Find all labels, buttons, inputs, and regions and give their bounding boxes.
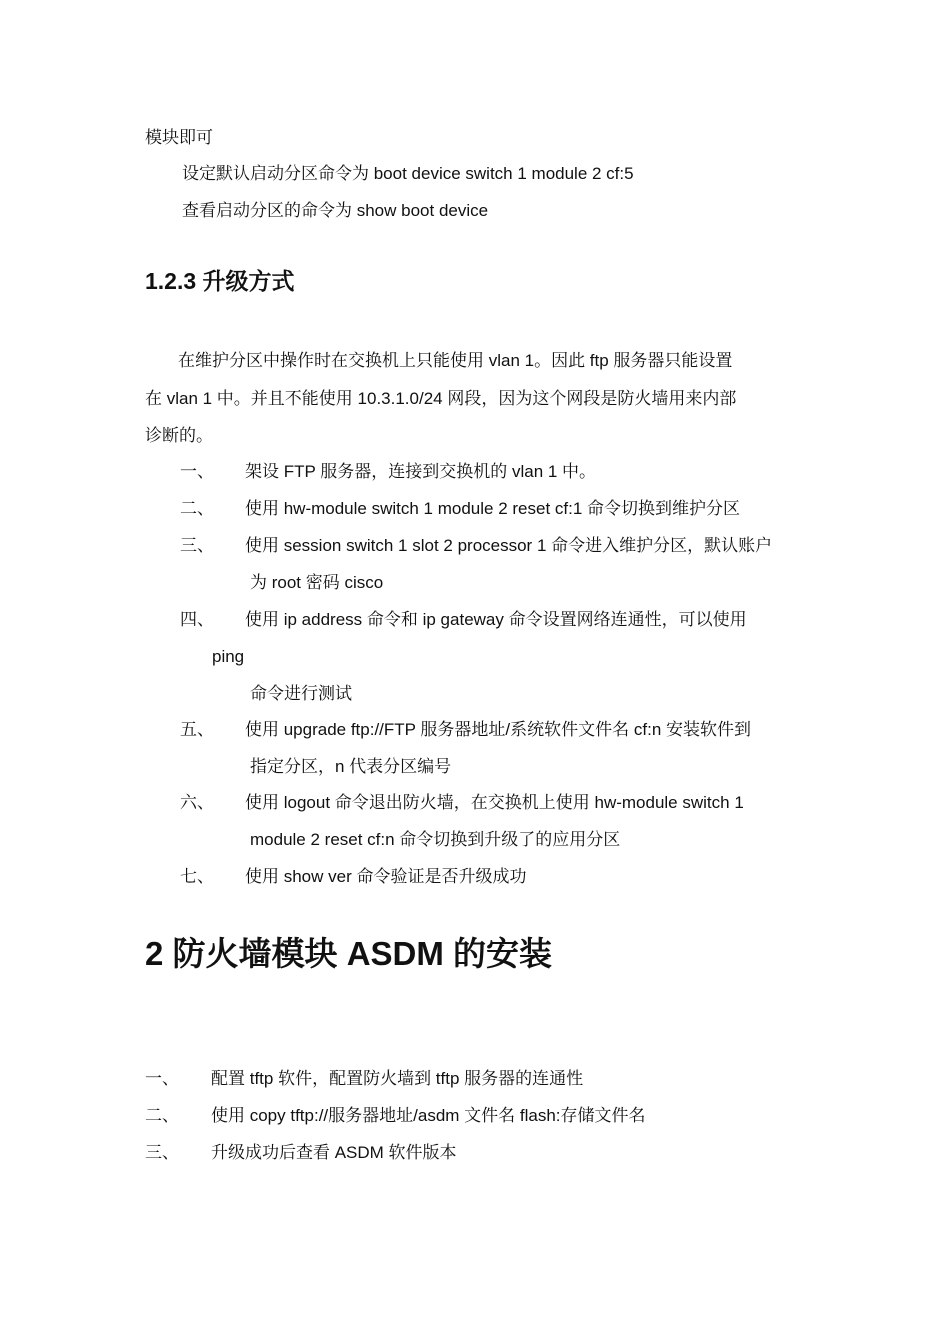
paragraph-line: 诊断的。: [145, 426, 213, 445]
list-marker: 五、: [180, 720, 214, 739]
list-item: 升级成功后查看 ASDM 软件版本: [211, 1143, 457, 1162]
list-item: 使用 copy tftp://服务器地址/asdm 文件名 flash:存储文件名: [211, 1106, 646, 1125]
list-marker: 四、: [180, 610, 214, 629]
list-marker: 一、: [180, 462, 214, 481]
list-item: 使用 upgrade ftp://FTP 服务器地址/系统软件文件名 cf:n 安装软件到: [245, 720, 751, 739]
paragraph-line: 在 vlan 1 中。并且不能使用 10.3.1.0/24 网段，因为这个网段是防火墙用来内部: [145, 389, 737, 408]
list-item-continuation: 指定分区，n 代表分区编号: [250, 757, 452, 776]
list-marker: 三、: [180, 536, 214, 555]
body-text-line: 设定默认启动分区命令为 boot device switch 1 module 2 cf:5: [182, 164, 634, 183]
list-marker: 一、: [145, 1069, 179, 1088]
section-heading-1-2-3: 1.2.3 升级方式: [145, 268, 295, 294]
list-item-continuation: ping: [212, 647, 245, 666]
list-item: 使用 hw-module switch 1 module 2 reset cf:1 命令切换到维护分区: [245, 499, 741, 518]
body-text-line: 模块即可: [145, 128, 213, 147]
list-item: 使用 ip address 命令和 ip gateway 命令设置网络连通性，可以使用: [245, 610, 747, 629]
list-item: 使用 logout 命令退出防火墙，在交换机上使用 hw-module switch 1: [245, 793, 744, 812]
list-item-continuation: module 2 reset cf:n 命令切换到升级了的应用分区: [250, 830, 621, 849]
list-marker: 七、: [180, 867, 214, 886]
list-item-continuation: 为 root 密码 cisco: [250, 573, 384, 592]
list-marker: 二、: [180, 499, 214, 518]
list-item: 使用 session switch 1 slot 2 processor 1 命令进入维护分区，默认账户: [245, 536, 773, 555]
list-item: 配置 tftp 软件，配置防火墙到 tftp 服务器的连通性: [211, 1069, 584, 1088]
list-marker: 三、: [145, 1143, 179, 1162]
body-text-line: 查看启动分区的命令为 show boot device: [182, 201, 489, 220]
list-marker: 六、: [180, 793, 214, 812]
paragraph-line: 在维护分区中操作时在交换机上只能使用 vlan 1。因此 ftp 服务器只能设置: [178, 351, 733, 370]
list-item-continuation: 命令进行测试: [250, 684, 352, 703]
section-heading-2: 2 防火墙模块 ASDM 的安装: [145, 935, 553, 972]
list-item: 使用 show ver 命令验证是否升级成功: [245, 867, 527, 886]
list-marker: 二、: [145, 1106, 179, 1125]
list-item: 架设 FTP 服务器，连接到交换机的 vlan 1 中。: [245, 462, 597, 481]
